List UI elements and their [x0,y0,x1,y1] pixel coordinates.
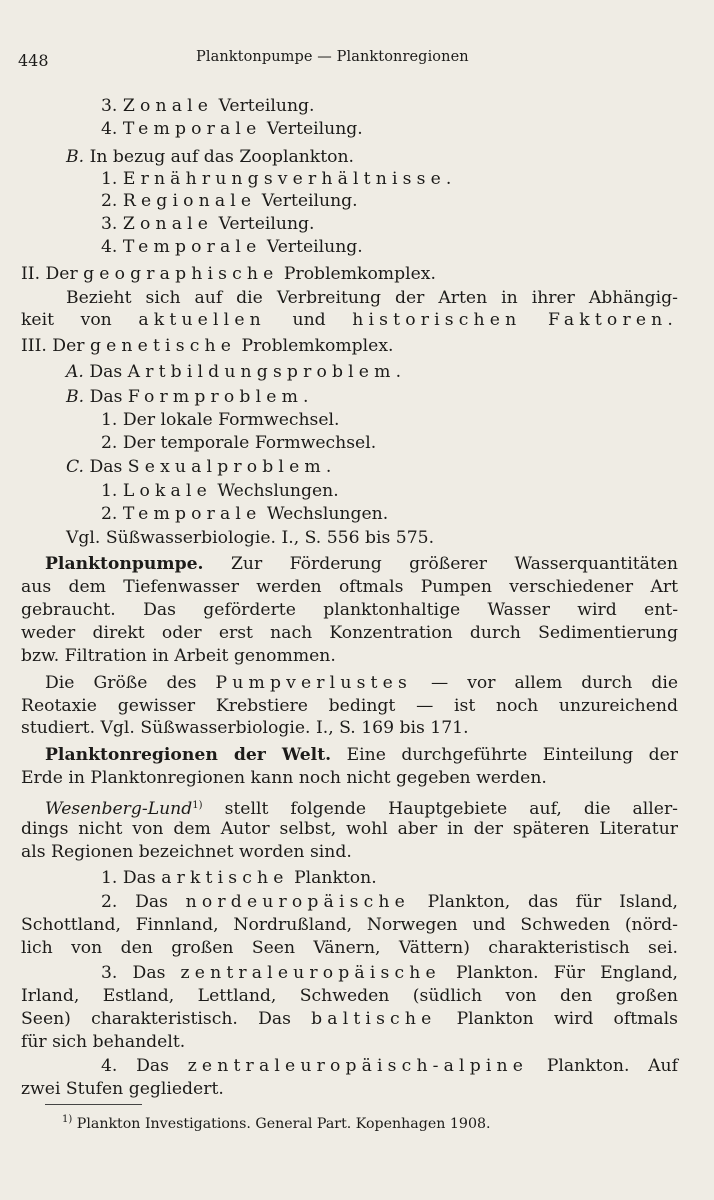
list-item: 4. Das zentraleuropäisch-alpine Plankton. Auf [101,1056,678,1076]
paragraph-line: Planktonpumpe. Zur Förderung größerer Wasserquantitäten [45,554,678,574]
paragraph-line: Erde in Planktonregionen kann noch nicht gegeben werden. [21,768,547,788]
paragraph-line: Bezieht sich auf die Verbreitung der Arten in ihrer Abhängig- [66,288,678,308]
page-number: 448 [18,51,49,70]
outline-item: 1. Lokale Wechslungen. [101,481,339,501]
paragraph-line: Wesenberg-Lund$^{1)}$ stellt folgende Hauptgebiete auf, die aller- [45,799,678,819]
paragraph-line: Reotaxie gewisser Krebstiere bedingt — ist noch unzureichend [21,696,678,716]
paragraph-line: zwei Stufen gegliedert. [21,1079,224,1099]
paragraph-line: als Regionen bezeichnet worden sind. [21,842,352,862]
list-item: 1. Das arktische Plankton. [101,868,377,888]
outline-item: 3. Zonale Verteilung. [101,96,315,116]
paragraph-line: für sich behandelt. [21,1032,186,1052]
outline-item: 4. Temporale Verteilung. [101,119,363,139]
paragraph-line: Planktonregionen der Welt. Eine durchgeführte Einteilung der [45,745,678,765]
outline-item: 1. Ernährungsverhältnisse. [101,169,457,189]
paragraph-line: weder direkt oder erst nach Konzentration durch Sedimentierung [21,623,678,643]
paragraph-line: aus dem Tiefenwasser werden oftmals Pumpen verschiedener Art [21,577,678,597]
list-item: 3. Das zentraleuropäische Plankton. Für England, [101,963,678,983]
footnote-marker: 1) [192,800,203,811]
paragraph-line: Irland, Estland, Lettland, Schweden (südlich von den großen [21,986,678,1006]
running-title: Planktonpumpe — Planktonregionen [196,49,469,65]
outline-item: 2. Regionale Verteilung. [101,191,358,211]
footnote-divider [45,1104,142,1105]
reference-line: Vgl. Süßwasserbiologie. I., S. 556 bis 575. [66,528,435,548]
outline-item: 4. Temporale Verteilung. [101,237,363,257]
paragraph-line: lich von den großen Seen Vänern, Vättern) charakteristisch sei. [21,938,678,958]
paragraph-line: bzw. Filtration in Arbeit genommen. [21,646,336,666]
outline-item: A. Das Artbildungsproblem. [66,362,407,382]
outline-heading: III. Der genetische Problemkomplex. [21,336,394,356]
paragraph-line: studiert. Vgl. Süßwasserbiologie. I., S. 169 bis 171. [21,718,469,738]
footnote-marker: 1) [62,1114,73,1125]
outline-item: 3. Zonale Verteilung. [101,214,315,234]
outline-item: B. Das Formproblem. [66,387,314,407]
list-item: 2. Das nordeuropäische Plankton, das für Island, [101,892,678,912]
outline-item: B. In bezug auf das Zooplankton. [66,147,354,167]
paragraph-line: dings nicht von dem Autor selbst, wohl aber in der späteren Literatur [21,819,678,839]
paragraph-line: Seen) charakteristisch. Das baltische Plankton wird oftmals [21,1009,678,1029]
outline-item: 1. Der lokale Formwechsel. [101,410,340,430]
outline-item: 2. Temporale Wechslungen. [101,504,389,524]
outline-item: C. Das Sexualproblem. [66,457,337,477]
outline-item: 2. Der temporale Formwechsel. [101,433,377,453]
paragraph-line: Die Größe des Pumpverlustes — vor allem durch die [45,673,678,693]
paragraph-line: keit von aktuellen und historischen Faktoren. [21,310,679,330]
footnote: $^{1)}$ Plankton Investigations. General Part. Kopenhagen 1908. [62,1114,491,1132]
outline-heading: II. Der geographische Problemkomplex. [21,264,436,284]
paragraph-line: Schottland, Finnland, Nordrußland, Norwegen und Schweden (nörd- [21,915,678,935]
paragraph-line: gebraucht. Das geförderte planktonhaltige Wasser wird ent- [21,600,678,620]
